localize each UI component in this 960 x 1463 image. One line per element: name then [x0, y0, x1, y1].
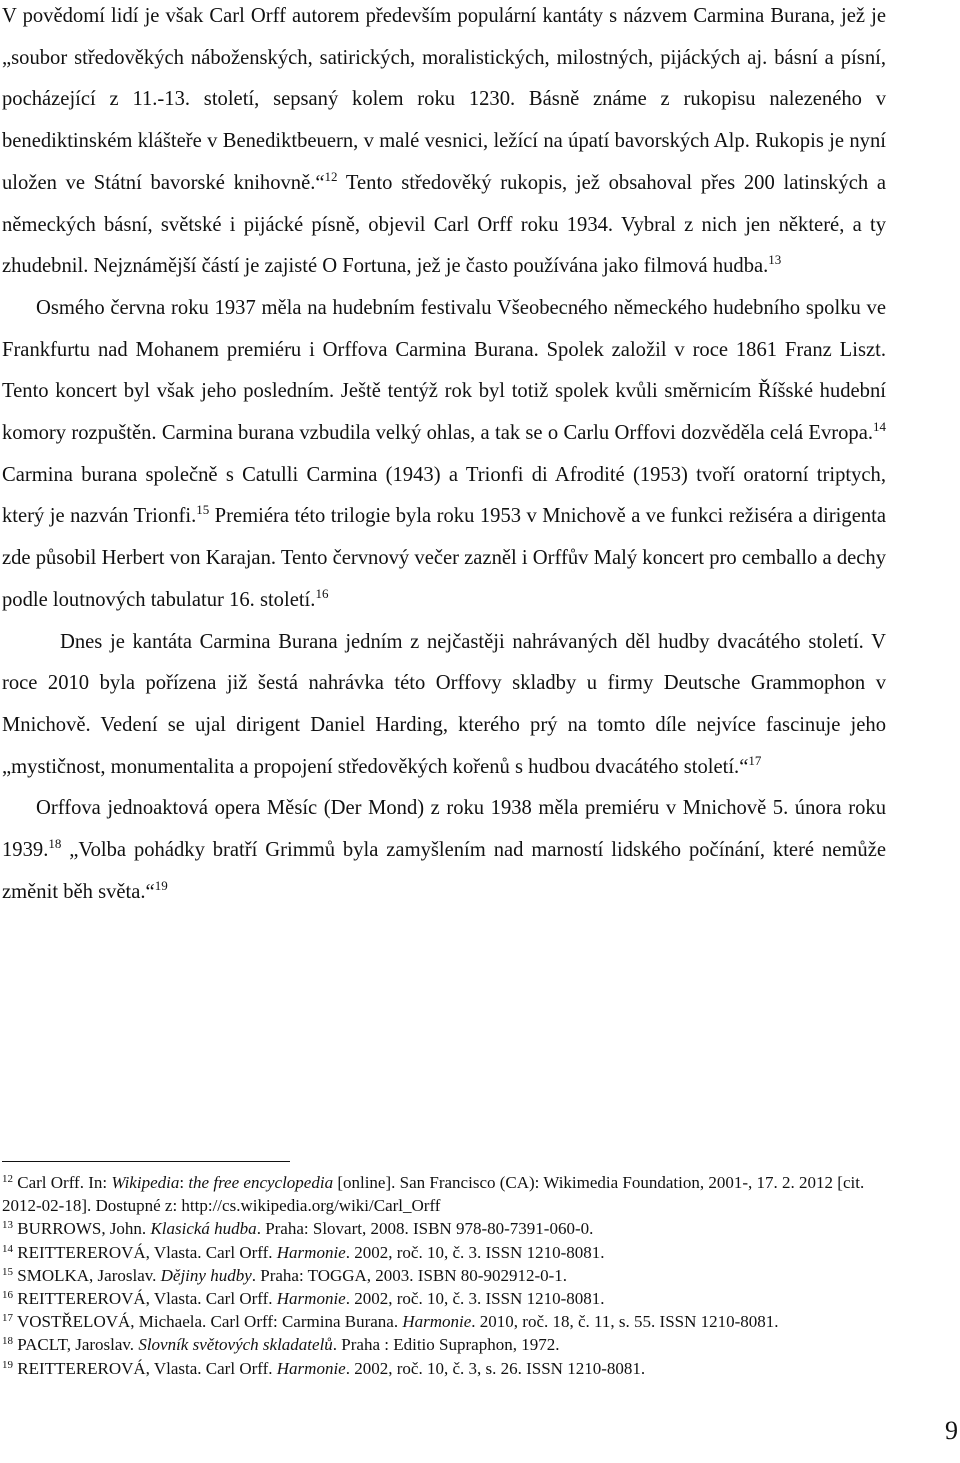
- footnote-ref: 16: [315, 585, 329, 601]
- footnote: [2, 1310, 886, 1333]
- footnote-text: Harmonie: [402, 1312, 472, 1332]
- footnote-text: Harmonie: [276, 1242, 346, 1262]
- footnote-text: . 2002, roč. 10, č. 3. ISSN 1210-8081.: [345, 1242, 605, 1262]
- footnote-text: Carl Orff. In:: [13, 1173, 112, 1192]
- footnote-text: . Praha : Editio Supraphon, 1972.: [332, 1335, 560, 1355]
- footnote-text: VOSTŘELOVÁ, Michaela. Carl Orff: Carmina Burana.: [13, 1312, 403, 1332]
- paragraph: [2, 622, 886, 789]
- footnote-text: SMOLKA, Jaroslav.: [13, 1265, 161, 1285]
- footnote-ref: 17: [748, 752, 762, 768]
- footnote-text: . Praha: TOGGA, 2003. ISBN 80-902912-0-1.: [251, 1265, 568, 1285]
- footnote-number: 16: [2, 1289, 13, 1302]
- footnote-text: Dějiny hudby: [160, 1265, 252, 1285]
- footnote-ref: 18: [48, 836, 62, 852]
- footnote-text: Harmonie: [276, 1289, 346, 1309]
- footnote: [2, 1287, 886, 1310]
- footnote-text: . 2002, roč. 10, č. 3. ISSN 1210-8081.: [345, 1289, 605, 1309]
- footnote: [2, 1357, 886, 1380]
- text-run: Premiéra této trilogie byla roku 1953 v Mnichově a ve funkci režiséra a dirigenta zde působil Herbert von Karajan. Tento červnový večer zazněl i Orffův Malý koncert pro cemballo a dechy podle loutnových tabulatur 16. století.: [2, 505, 886, 611]
- footnote-number: 15: [2, 1265, 13, 1278]
- footnote-number: 18: [2, 1335, 13, 1348]
- footnote-number: 12: [2, 1173, 13, 1185]
- text-run: Orffova jednoaktová opera Měsíc (Der Mond) z roku 1938 měla premiéru v Mnichově 5. února roku 1939.: [2, 797, 886, 862]
- text-run: V povědomí lidí je však Carl Orff autorem především populární kantáty s názvem Carmina Burana, jež je „soubor středověkých náboženských, satirických, moralistických, milostných, pijáckých aj. básní a písní, pocházející z 11.-13. století, sepsaný kolem roku 1230. Básně známe z rukopisu nalezeného v benediktinském klášteře v Benediktbeuern, v malé vesnici, ležící na úpatí bavorských Alp. Rukopis je nyní uložen ve Státní bavorské knihovně.“: [2, 5, 886, 194]
- main-text: [2, 0, 886, 913]
- footnote-text: Klasická hudba: [150, 1219, 257, 1239]
- footnote-number: 17: [2, 1312, 13, 1325]
- text-run: Tento středověký rukopis, jež obsahoval přes 200 latinských a německých básní, světské i pijácké písně, objevil Carl Orff roku 1934. Vybral z nich jen některé, a ty zhudebnil. Nejznámější částí je zajisté O Fortuna, jež je často používána jako filmová hudba.: [2, 171, 886, 278]
- footnote-text: Slovník světových skladatelů: [138, 1335, 333, 1355]
- text-run: Carmina burana společně s Catulli Carmina (1943) a Trionfi di Afrodité (1953) tvoří oratorní triptych, který je nazván Trionfi.: [2, 463, 886, 528]
- footnote-text: PACLT, Jaroslav.: [13, 1335, 139, 1355]
- text-run: „Volba pohádky bratří Grimmů byla zamyšlením nad marností lidského počínání, které nemůže změnit běh světa.“: [2, 839, 886, 903]
- footnote-ref: 19: [154, 877, 168, 893]
- footnote-text: Harmonie: [276, 1358, 346, 1378]
- text-run: Osmého června roku 1937 měla na hudebním festivalu Všeobecného německého hudebního spolku ve Frankfurtu nad Mohanem premiéru i Orffova Carmina Burana. Spolek založil v roce 1861 Franz Liszt. Tento koncert byl však jeho posledním. Ještě tentýž rok byl totiž spolek kvůli směrnicím Říšské hudební komory rozpuštěn. Carmina burana vzbudila velký ohlas, a tak se o Carlu Orffovi dozvěděla celá Evropa.: [2, 296, 886, 445]
- footnote-text: REITTEREROVÁ, Vlasta. Carl Orff.: [13, 1358, 277, 1378]
- footnote-text: . 2010, roč. 18, č. 11, s. 55. ISSN 1210-8081.: [471, 1312, 779, 1332]
- footnote-text: . 2002, roč. 10, č. 3, s. 26. ISSN 1210-8081.: [345, 1358, 646, 1378]
- paragraph: [2, 288, 886, 622]
- page-number: 9: [945, 1416, 958, 1445]
- footnote-ref: 15: [196, 502, 210, 518]
- footnote-number: 19: [2, 1358, 13, 1371]
- footnotes: [2, 1171, 886, 1380]
- footnote-ref: 13: [768, 252, 782, 268]
- footnote-separator: [2, 1161, 290, 1162]
- paragraph: [2, 0, 886, 288]
- footnote-ref: 14: [873, 419, 886, 435]
- footnote-text: REITTEREROVÁ, Vlasta. Carl Orff.: [13, 1242, 277, 1262]
- footnote-text: Wikipedia: [111, 1173, 180, 1192]
- footnote-text: :: [179, 1173, 189, 1192]
- footnote: [2, 1217, 886, 1240]
- footnote-text: [online]. San Francisco (CA): Wikimedia Foundation, 2001-, 17. 2. 2012 [cit. 2012-02-18]. Dostupné z: http://cs.wikipedia.org/wiki/Carl_Orff: [2, 1173, 865, 1216]
- paragraph: [2, 788, 886, 913]
- footnote-number: 13: [2, 1219, 13, 1232]
- footnote-ref: 12: [324, 168, 338, 184]
- footnote-text: BURROWS, John.: [13, 1219, 151, 1239]
- footnote: [2, 1333, 886, 1356]
- text-run: Dnes je kantáta Carmina Burana jedním z nejčastěji nahrávaných děl hudby dvacátého století. V roce 2010 byla pořízena již šestá nahrávka této Orffovy skladby u firmy Deutsche Grammophon v Mnichově. Vedení se ujal dirigent Daniel Harding, kterého prý na tomto díle nejvíce fascinuje jeho „mystičnost, monumentalita a propojení středověkých kořenů s hudbou dvacátého století.“: [2, 630, 886, 778]
- footnote-number: 14: [2, 1242, 13, 1255]
- footnote: [2, 1264, 886, 1287]
- footnote-text: . Praha: Slovart, 2008. ISBN 978-80-7391-060-0.: [256, 1219, 594, 1239]
- footnote: [2, 1171, 886, 1217]
- footnote-text: REITTEREROVÁ, Vlasta. Carl Orff.: [13, 1289, 277, 1309]
- footnote: [2, 1241, 886, 1264]
- footnote-text: the free encyclopedia: [188, 1173, 334, 1192]
